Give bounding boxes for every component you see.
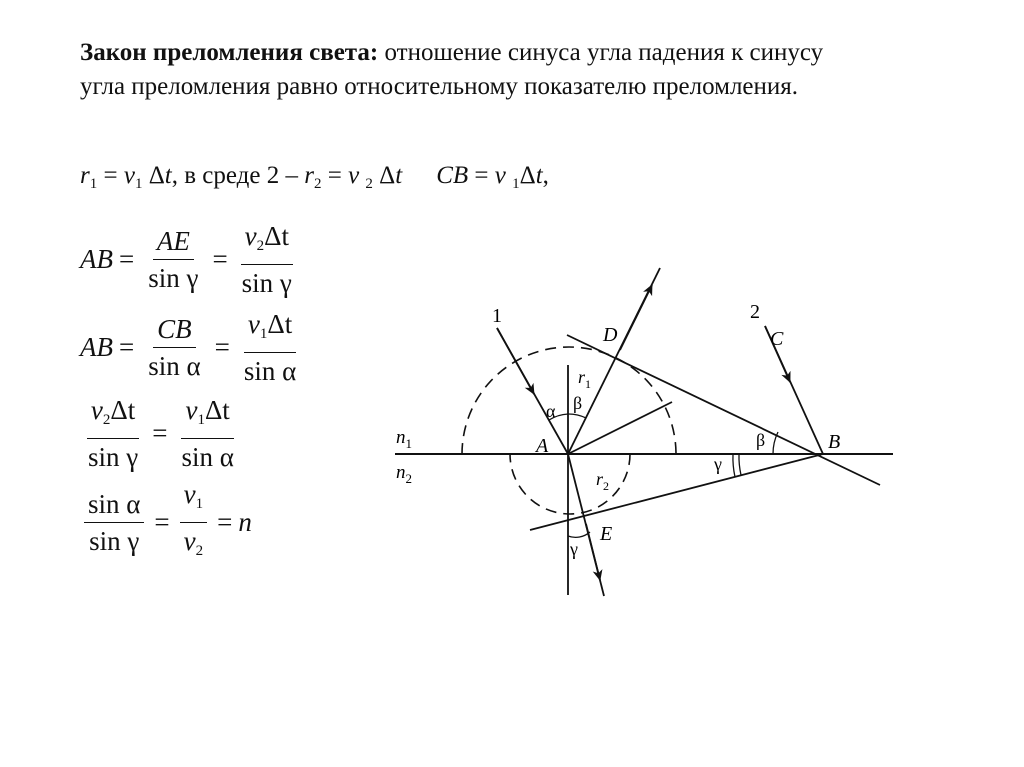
wavefront-db	[567, 335, 880, 485]
label-d: D	[603, 324, 618, 346]
incident-ray-1-arrow	[497, 328, 534, 394]
angle-beta-arc	[568, 414, 586, 418]
reflected-ray-arrow	[620, 285, 652, 350]
eq-delta-2: Δ	[372, 162, 396, 189]
eq-cb: CB	[436, 162, 469, 189]
law-title: Закон преломления света:	[80, 39, 379, 66]
fraction-numerator: sin α	[84, 488, 144, 523]
refracted-ray-1-arrow	[586, 524, 600, 580]
var-dt: Δt	[264, 221, 289, 251]
label-alpha: α	[546, 401, 556, 421]
eq-v1-sub: 1	[134, 176, 143, 192]
var-sub: 1	[259, 326, 268, 342]
var-dt: Δt	[110, 395, 136, 425]
equals-sign: =	[119, 244, 135, 274]
angle-gamma-e-arc	[568, 532, 590, 537]
var-v: v	[247, 309, 260, 339]
eq-delta-3: Δ	[519, 162, 536, 189]
label-ray-2: 2	[750, 301, 760, 323]
eq-comma: ,	[542, 162, 549, 189]
formula-lhs: AB	[80, 244, 113, 274]
var-v: v	[185, 395, 198, 425]
equals-sign: =	[154, 507, 170, 537]
line-a-wavefront	[568, 402, 672, 454]
formula-rhs-n: n	[238, 507, 252, 537]
label-r1: $r_1$	[578, 367, 592, 391]
label-n1: $n_1$	[396, 427, 412, 451]
eq-equals-1: =	[97, 162, 124, 189]
eq-r2-sub: 2	[313, 176, 322, 192]
label-gamma-e: γ	[570, 539, 578, 559]
fraction-denominator: sin γ	[88, 442, 139, 472]
dashed-arc-r1	[462, 347, 676, 454]
equals-sign: =	[119, 332, 135, 362]
equals-sign: =	[214, 332, 230, 362]
label-b: B	[828, 431, 841, 453]
var-v: v	[90, 395, 103, 425]
eq-equals-2: =	[321, 162, 349, 189]
angle-gamma-b-arc-2	[739, 454, 741, 475]
eq-equals-3: =	[468, 162, 495, 189]
eq-v2-sub: 2	[365, 176, 373, 192]
eq-r1: r	[80, 162, 90, 189]
eq-v1b: v	[494, 162, 513, 189]
var-dt: Δt	[204, 395, 230, 425]
var-sub: 1	[197, 412, 205, 428]
fraction-denominator: sin γ	[89, 526, 140, 556]
equals-sign: =	[152, 418, 168, 448]
equals-sign: =	[217, 507, 233, 537]
eq-r1-sub: 1	[89, 176, 98, 192]
fraction-denominator: sin α	[181, 442, 234, 472]
fraction-numerator: AE	[153, 225, 194, 260]
fraction-denominator: sin α	[148, 351, 201, 381]
label-n2: $n_2$	[396, 462, 412, 486]
law-text-line2: угла преломления равно относительному показателю преломления.	[80, 73, 799, 100]
wavefront-eb	[530, 454, 823, 530]
eq-delta-1: Δ	[142, 162, 165, 189]
fraction-denominator: sin γ	[241, 268, 292, 298]
var-sub: 2	[102, 412, 111, 428]
eq-v2: v	[348, 162, 366, 189]
var-sub: 1	[195, 496, 204, 512]
var-v: v	[244, 221, 257, 251]
eq-v1b-sub: 1	[512, 176, 520, 192]
fraction-numerator: CB	[153, 313, 196, 348]
label-beta: β	[573, 393, 583, 413]
label-ray-1: 1	[492, 305, 502, 327]
law-text-line1: отношение синуса угла падения к синусу	[378, 39, 824, 66]
eq-v1: v	[123, 162, 135, 189]
label-beta-b: β	[756, 430, 766, 450]
var-sub: 2	[256, 238, 265, 254]
angle-gamma-b-arc-1	[733, 454, 735, 477]
eq-r2: r	[304, 162, 314, 189]
eq-t3: t	[535, 162, 543, 189]
var-v: v	[183, 479, 196, 509]
label-a: A	[536, 435, 549, 457]
equals-sign: =	[212, 244, 228, 274]
label-e: E	[600, 523, 613, 545]
var-dt: Δt	[267, 309, 293, 339]
eq-medium-text: , в среде 2 –	[171, 162, 305, 189]
var-v: v	[183, 526, 196, 556]
fraction-denominator: sin α	[243, 356, 297, 386]
label-c: C	[770, 328, 784, 350]
eq-t2: t	[395, 162, 403, 189]
var-sub: 2	[195, 543, 204, 559]
label-r2: $r_2$	[596, 469, 610, 493]
fraction-denominator: sin γ	[148, 263, 199, 293]
formula-lhs: AB	[80, 332, 113, 362]
eq-t1: t	[164, 162, 172, 189]
label-gamma-b: γ	[714, 454, 722, 474]
